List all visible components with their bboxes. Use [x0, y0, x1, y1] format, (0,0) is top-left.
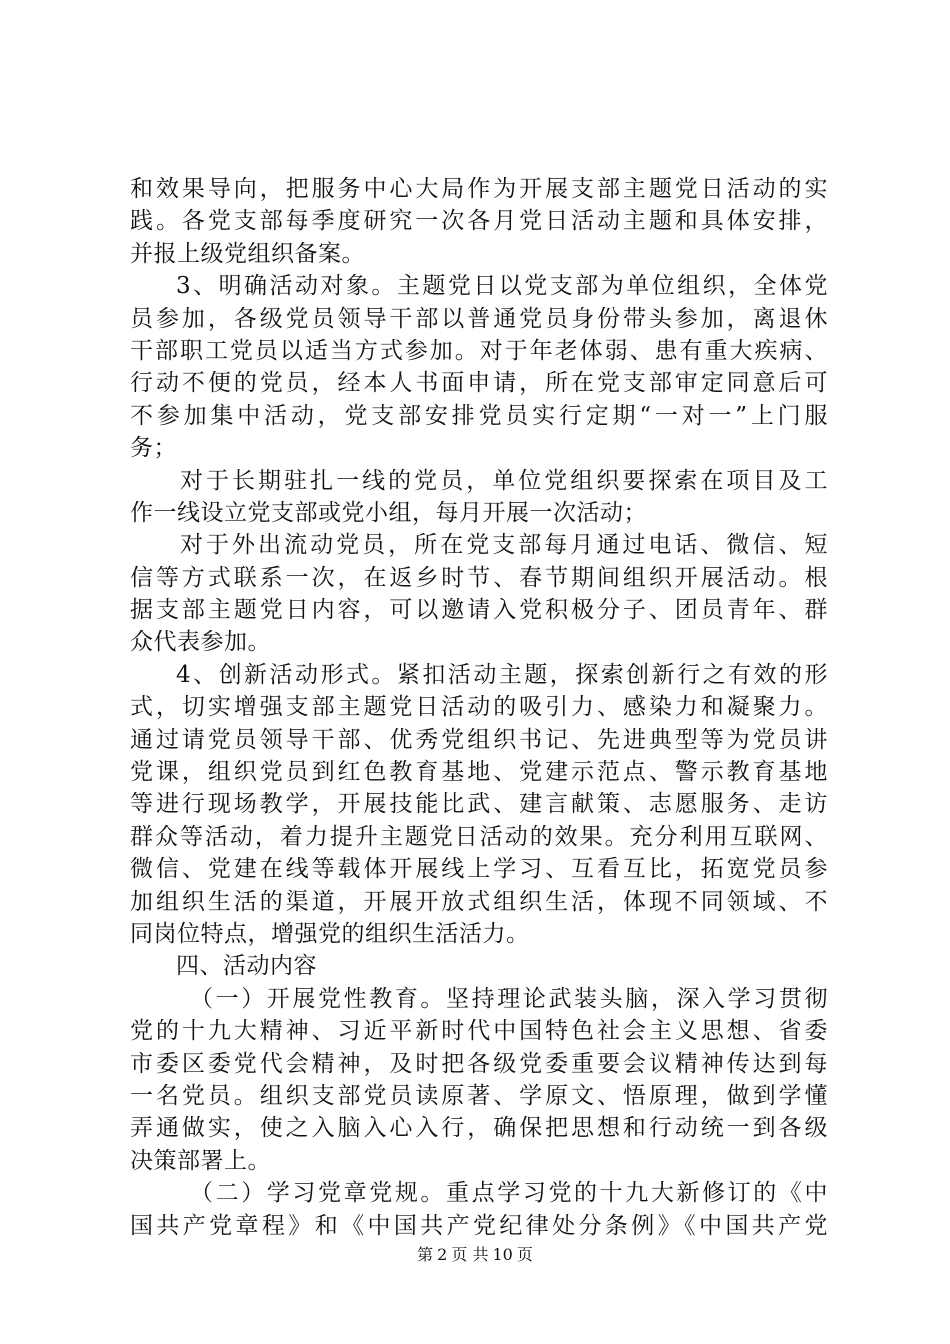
- text-line: 微信、党建在线等载体开展线上学习、互看互比，拓宽党员参: [130, 856, 828, 883]
- text-line: （二）学习党章党规。重点学习党的十九大新修订的《中: [190, 1180, 828, 1207]
- text-line: 和效果导向，把服务中心大局作为开展支部主题党日活动的实: [130, 176, 828, 202]
- text-line: 据支部主题党日内容，可以邀请入党积极分子、团员青年、群: [130, 597, 828, 624]
- text-line: 众代表参加。: [130, 629, 271, 656]
- text-line: 同岗位特点，增强党的组织生活活力。: [130, 920, 530, 947]
- text-line: 等进行现场教学，开展技能比武、建言献策、志愿服务、走访: [130, 791, 828, 818]
- text-line: 行动不便的党员，经本人书面申请，所在党支部审定同意后可: [130, 370, 828, 397]
- page-label-suffix: 页: [516, 1245, 533, 1264]
- text-line: 市委区委党代会精神，及时把各级党委重要会议精神传达到每: [130, 1050, 828, 1077]
- text-line: 并报上级党组织备案。: [130, 240, 365, 267]
- text-line: 弄通做实，使之入脑入心入行，确保把思想和行动统一到各级: [130, 1115, 828, 1142]
- text-line: 务；: [130, 435, 177, 462]
- text-line: 通过请党员领导干部、优秀党组织书记、先进典型等为党员讲: [130, 726, 828, 753]
- text-line: 群众等活动，着力提升主题党日活动的效果。充分利用互联网、: [130, 823, 828, 850]
- text-line: 3、明确活动对象。主题党日以党支部为单位组织，全体党: [176, 273, 828, 300]
- text-line: 党课，组织党员到红色教育基地、党建示范点、警示教育基地: [130, 759, 828, 786]
- document-body: [130, 173, 828, 1242]
- page-label-prefix: 第: [417, 1245, 434, 1264]
- current-page-number: 2: [437, 1245, 448, 1264]
- text-line: 干部职工党员以适当方式参加。对于年老体弱、患有重大疾病、: [130, 337, 828, 364]
- text-line: 决策部署上。: [130, 1147, 271, 1174]
- text-line: 对于长期驻扎一线的党员，单位党组织要探索在项目及工: [180, 467, 828, 494]
- text-line: 作一线设立党支部或党小组，每月开展一次活动；: [130, 499, 647, 526]
- text-line: （一）开展党性教育。坚持理论武装头脑，深入学习贯彻: [190, 985, 828, 1012]
- text-line: 员参加，各级党员领导干部以普通党员身份带头参加，离退休: [130, 305, 828, 332]
- text-line: 信等方式联系一次，在返乡时节、春节期间组织开展活动。根: [130, 564, 828, 591]
- text-line: 不参加集中活动，党支部安排党员实行定期“一对一”上门服: [130, 402, 828, 429]
- text-line: 4、创新活动形式。紧扣活动主题，探索创新行之有效的形: [176, 661, 828, 688]
- text-line: 国共产党章程》和《中国共产党纪律处分条例》《中国共产党: [130, 1212, 828, 1239]
- text-line: 对于外出流动党员，所在党支部每月通过电话、微信、短: [180, 532, 828, 559]
- page-label-mid: 页 共: [451, 1245, 489, 1264]
- total-page-count: 10: [492, 1245, 513, 1264]
- text-line: 党的十九大精神、习近平新时代中国特色社会主义思想、省委: [130, 1018, 828, 1045]
- text-line: 一名党员。组织支部党员读原著、学原文、悟原理，做到学懂: [130, 1082, 828, 1109]
- text-line: 践。各党支部每季度研究一次各月党日活动主题和具体安排，: [130, 208, 828, 235]
- text-line: 式，切实增强支部主题党日活动的吸引力、感染力和凝聚力。: [130, 694, 828, 721]
- text-line: 四、活动内容: [176, 953, 317, 980]
- text-line: 加组织生活的渠道，开展开放式组织生活，体现不同领域、不: [130, 888, 828, 915]
- page-footer: [0, 1245, 950, 1265]
